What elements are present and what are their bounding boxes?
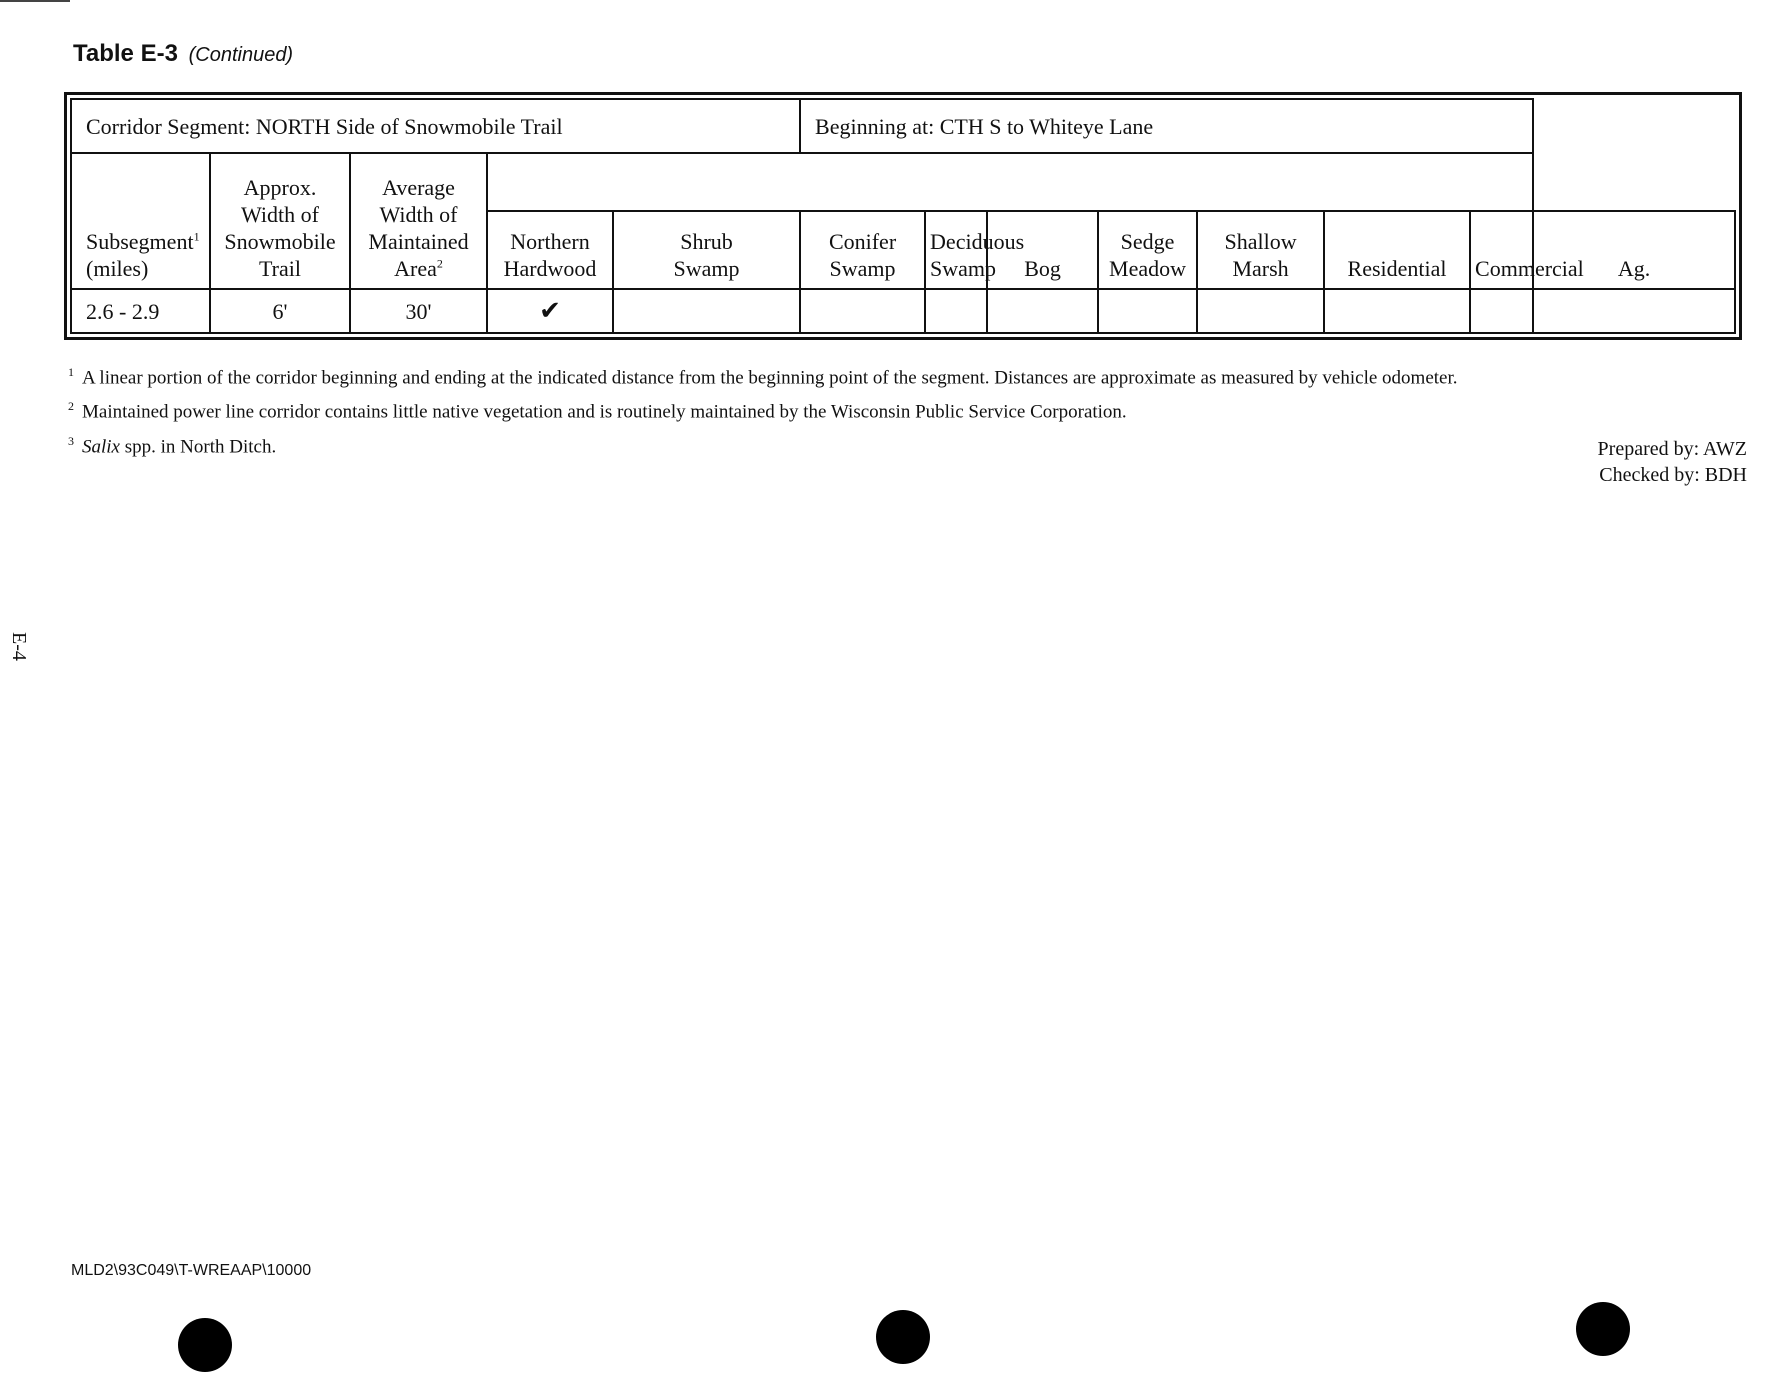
footnote-ref-1: 1 — [193, 229, 200, 244]
header-habitat-line1: Conifer — [828, 229, 897, 254]
footnote — [68, 358, 1758, 392]
binder-hole-icon — [1576, 1302, 1630, 1356]
table-title-label: Table E-3 — [73, 40, 178, 67]
header-approx-line2: Width of — [241, 202, 319, 227]
binder-hole-icon — [876, 1310, 930, 1364]
header-habitat — [1098, 211, 1197, 289]
footnote — [68, 392, 1758, 426]
checked-by: Checked by: BDH — [1599, 464, 1747, 486]
signoff — [1598, 436, 1747, 488]
table-title-continued: (Continued) — [188, 44, 294, 66]
header-habitat-line1: Sedge — [1120, 229, 1175, 254]
footnote-ref-2: 2 — [436, 256, 443, 271]
header-habitat-line2: Bog — [1024, 256, 1061, 281]
header-habitat-line2: Swamp — [673, 256, 740, 281]
checkmark-icon: ✔ — [539, 295, 561, 326]
header-habitat — [1197, 211, 1324, 289]
footnote — [68, 427, 1758, 461]
header-habitat-line1: Deciduous — [930, 229, 1025, 254]
header-approx-line1: Approx. — [243, 175, 317, 200]
cell-habitat — [1197, 289, 1324, 333]
header-habitat-line2: Marsh — [1232, 256, 1289, 281]
header-avg-line4: Area — [394, 256, 437, 281]
footnote-text: A linear portion of the corridor beginning and ending at the indicated distance from the beginning point of the segment. Distances are approximate as measured by vehicle odometer. — [82, 367, 1458, 389]
habitat-table-frame — [64, 92, 1742, 340]
header-approx-line4: Trail — [259, 256, 301, 281]
cell-habitat — [613, 289, 800, 333]
header-subsegment-line2: (miles) — [86, 256, 149, 281]
cell-habitat — [987, 289, 1098, 333]
header-habitat-line1: Northern — [510, 229, 590, 254]
file-identifier: MLD2\93C049\T-WREAAP\10000 — [71, 1262, 312, 1279]
segment-row — [71, 99, 1735, 153]
cell-approx-width: 6' — [210, 289, 350, 333]
cell-habitat — [487, 289, 613, 333]
header-habitat-line2: Residential — [1347, 256, 1447, 281]
footnote-italic-term: Salix — [82, 435, 120, 457]
header-avg-line1: Average — [382, 175, 455, 200]
page-number: E-4 — [8, 632, 30, 661]
corridor-segment-value: NORTH Side of Snowmobile Trail — [255, 113, 563, 139]
header-habitat-line2: Swamp — [930, 256, 997, 281]
table-title — [73, 40, 293, 68]
footnote-number: 1 — [68, 365, 74, 379]
cell-subsegment: 2.6 - 2.9 — [71, 289, 210, 333]
footnote-number: 2 — [68, 399, 74, 414]
prepared-by: Prepared by: AWZ — [1597, 438, 1747, 460]
corridor-segment-label: Corridor Segment: — [86, 113, 251, 139]
cell-habitat — [1324, 289, 1470, 333]
header-habitat-spacer — [487, 153, 1533, 211]
header-habitat-line1: Shallow — [1224, 229, 1297, 254]
beginning-at-label: Beginning at: — [815, 113, 935, 139]
cell-habitat — [800, 289, 925, 333]
table-row — [71, 289, 1735, 333]
beginning-at-cell — [800, 99, 1533, 153]
header-avg-width — [350, 153, 487, 289]
habitat-table — [70, 98, 1736, 334]
top-rule — [0, 0, 70, 2]
header-habitat-line2: Meadow — [1109, 256, 1187, 281]
corridor-segment-cell — [71, 99, 800, 153]
header-subsegment — [71, 153, 210, 289]
header-habitat — [925, 211, 1025, 289]
header-habitat-line2: Hardwood — [503, 256, 597, 281]
header-habitat — [1470, 211, 1584, 289]
header-habitat-line1: Shrub — [680, 229, 733, 254]
cell-habitat — [1470, 289, 1533, 333]
footnote-text: spp. in North Ditch. — [120, 435, 277, 457]
header-avg-line3: Maintained — [368, 229, 469, 254]
cell-habitat — [1098, 289, 1197, 333]
header-avg-line2: Width of — [379, 202, 458, 227]
header-habitat — [487, 211, 613, 289]
header-habitat-line2: Swamp — [829, 256, 896, 281]
binder-hole-icon — [178, 1318, 232, 1372]
cell-habitat — [925, 289, 987, 333]
header-habitat-line2: Ag. — [1617, 256, 1651, 281]
cell-habitat — [1533, 289, 1735, 333]
footnote-number: 3 — [68, 433, 74, 448]
header-habitat — [1324, 211, 1470, 289]
footnotes — [68, 358, 1758, 461]
header-habitat — [800, 211, 925, 289]
header-approx-line3: Snowmobile — [224, 229, 336, 254]
header-approx-width — [210, 153, 350, 289]
header-row-top — [71, 153, 1735, 211]
header-habitat-line2: Commercial — [1475, 256, 1584, 281]
beginning-at-value: CTH S to Whiteye Lane — [939, 113, 1154, 139]
header-habitat — [613, 211, 800, 289]
header-subsegment-line1: Subsegment — [86, 229, 194, 254]
cell-avg-width: 30' — [350, 289, 487, 333]
footnote-text: Maintained power line corridor contains little native vegetation and is routinely maintained by the Wisconsin Public Service Corporation. — [82, 401, 1127, 423]
